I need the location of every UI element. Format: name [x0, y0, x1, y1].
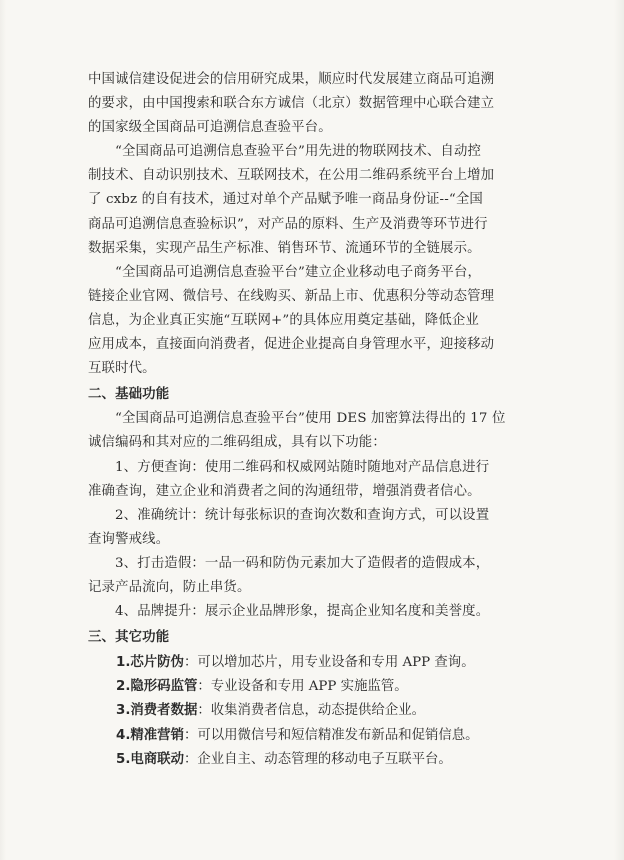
paragraph-line: 数据采集，实现产品生产标准、销售环节、流通环节的全链展示。	[88, 240, 481, 256]
paragraph-line: “全国商品可追溯信息查验平台”使用 DES 加密算法得出的 17 位	[115, 411, 506, 427]
item-title: 精准营销	[130, 726, 184, 743]
paragraph-line: 应用成本，直接面向消费者，促进企业提高自身管理水平，迎接移动	[88, 337, 495, 353]
item-number: 3.	[116, 703, 131, 719]
paragraph-line: 信息，为企业真正实施“互联网+”的具体应用奠定基础，降低企业	[88, 312, 479, 328]
list-item	[88, 698, 538, 722]
paragraph-line: 中国诚信建设促进会的信用研究成果，顺应时代发展建立商品可追溯	[88, 72, 495, 87]
paragraph-line: 制技术、自动识别技术、互联网技术，在公用二维码系统平台上增加	[88, 168, 495, 184]
item-text: ：专业设备和专用 APP 实施监管。	[197, 679, 408, 695]
item-text: ：可以增加芯片，用专业设备和专用 APP 查询。	[183, 655, 475, 671]
paragraph-line: 查询警戒线。	[88, 531, 170, 547]
item-text: ：企业自主、动态管理的移动电子互联平台。	[183, 751, 452, 767]
item-title: 消费者数据	[130, 702, 198, 719]
item-title: 芯片防伪	[130, 654, 184, 671]
item-number: 5.	[116, 751, 131, 767]
paragraph-line: 互联时代。	[88, 361, 156, 377]
paragraph-line: 的要求，由中国搜索和联合东方诚信（北京）数据管理中心联合建立	[88, 96, 495, 112]
document-body	[88, 68, 538, 771]
list-item	[88, 674, 538, 698]
paragraph-line: 诚信编码和其对应的二维码组成，具有以下功能：	[88, 435, 386, 451]
paragraph-line: “全国商品可追溯信息查验平台”建立企业移动电子商务平台，	[115, 264, 482, 280]
paragraph-line: 商品可追溯信息查验标识”，对产品的原料、生产及消费等环节进行	[88, 216, 488, 232]
paragraph-line: 的国家级全国商品可追溯信息查验平台。	[88, 120, 332, 136]
paragraph-line: 了 cxbz 的自有技术，通过对单个产品赋予唯一商品身份证--“全国	[88, 192, 483, 208]
item-text: ：可以用微信号和短信精准发布新品和促销信息。	[183, 727, 479, 743]
paragraph-line: 4、品牌提升：展示企业品牌形象，提高企业知名度和美誉度。	[115, 604, 490, 620]
list-item	[88, 650, 538, 674]
paragraph-line: 1、方便查询：使用二维码和权威网站随时随地对产品信息进行	[115, 459, 490, 475]
section-heading-basic-functions: 二、基础功能	[88, 387, 170, 403]
item-title: 隐形码监管	[130, 678, 198, 695]
section-heading-other-functions: 三、其它功能	[88, 630, 170, 646]
paragraph-line: 记录产品流向，防止串货。	[88, 579, 251, 595]
item-text: ：收集消费者信息，动态提供给企业。	[197, 703, 425, 719]
paragraph-line: “全国商品可追溯信息查验平台”用先进的物联网技术、自动控	[115, 144, 482, 160]
paragraph-line: 链接企业官网、微信号、在线购买、新品上市、优惠积分等动态管理	[88, 288, 495, 304]
paragraph-line: 3、打击造假：一品一码和防伪元素加大了造假者的造假成本，	[115, 555, 490, 571]
list-item	[88, 723, 538, 747]
item-number: 1.	[116, 655, 131, 671]
paragraph-line: 准确查询，建立企业和消费者之间的沟通纽带，增强消费者信心。	[88, 483, 481, 499]
item-title: 电商联动	[130, 750, 184, 767]
list-item	[88, 747, 538, 771]
item-number: 4.	[116, 727, 131, 743]
item-number: 2.	[116, 679, 131, 695]
paragraph-line: 2、准确统计：统计每张标识的查询次数和查询方式，可以设置	[115, 507, 490, 523]
